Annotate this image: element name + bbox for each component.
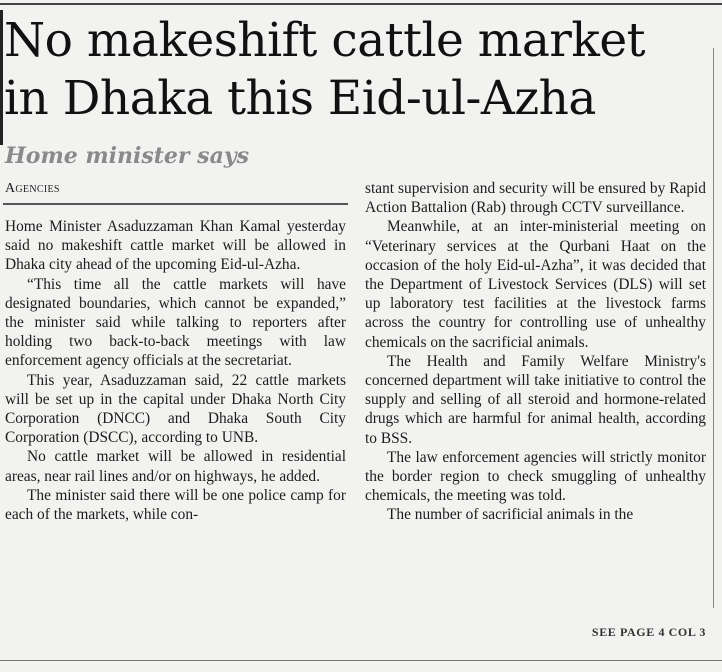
- bottom-rule: [0, 660, 722, 661]
- paragraph: The number of sacrificial animals in the: [387, 506, 634, 524]
- continuation-jump-line: SEE PAGE 4 COL 3: [591, 625, 706, 639]
- right-edge-rule: [713, 48, 714, 608]
- headline-line-1: No makeshift cattle market: [4, 13, 646, 68]
- headline: [4, 12, 718, 128]
- left-edge-rule: [0, 10, 3, 145]
- byline-rule: [3, 203, 348, 205]
- paragraph: The law enforcement agencies will strictly monitor the border region to check smuggling of unhealthy chemicals, the meeting was told.: [365, 448, 706, 505]
- paragraph: stant supervision and security will be ensured by Rapid Action Battalion (Rab) through CCTV surveillance.: [365, 180, 706, 217]
- paragraph: This year, Asaduzzaman said, 22 cattle markets will be set up in the capital under Dhaka North City Corporation (DNCC) and Dhaka South City Corporation (DSCC), according to UNB.: [5, 371, 346, 447]
- article-column-1: [5, 217, 346, 524]
- paragraph: “This time all the cattle markets will have designated boundaries, which cannot be expanded,” the minister said while talking to reporters after holding two back-to-back meetings with law enforcement agency officials at the secretariat.: [5, 275, 346, 370]
- paragraph: Home Minister Asaduzzaman Khan Kamal yesterday said no makeshift cattle market will be allowed in Dhaka city ahead of the upcoming Eid-ul-Azha.: [5, 218, 346, 274]
- paragraph: The minister said there will be one police camp for each of the markets, while con-: [5, 486, 346, 524]
- paragraph: No cattle market will be allowed in residential areas, near rail lines and/or on highways, he added.: [5, 448, 346, 485]
- headline-line-2: in Dhaka this Eid-ul-Azha: [4, 71, 596, 126]
- paragraph: Meanwhile, at an inter-ministerial meeting on “Veterinary services at the Qurbani Haat on the occasion of the holy Eid-ul-Azha”, it was decided that the Department of Livestock Services (DLS) will set up laboratory test facilities at the livestock farms across the country for controlling use of unhealthy chemicals on the sacrificial animals.: [365, 218, 706, 351]
- top-rule: [0, 3, 722, 5]
- subheadline: Home minister says: [5, 143, 249, 169]
- article-column-2: [365, 179, 706, 525]
- paragraph: The Health and Family Welfare Ministry's concerned department will take initiative to control the supply and selling of all steroid and hormone-related drugs which are harmful for animal health, according to BSS.: [365, 352, 706, 447]
- byline: Agencies: [5, 181, 60, 196]
